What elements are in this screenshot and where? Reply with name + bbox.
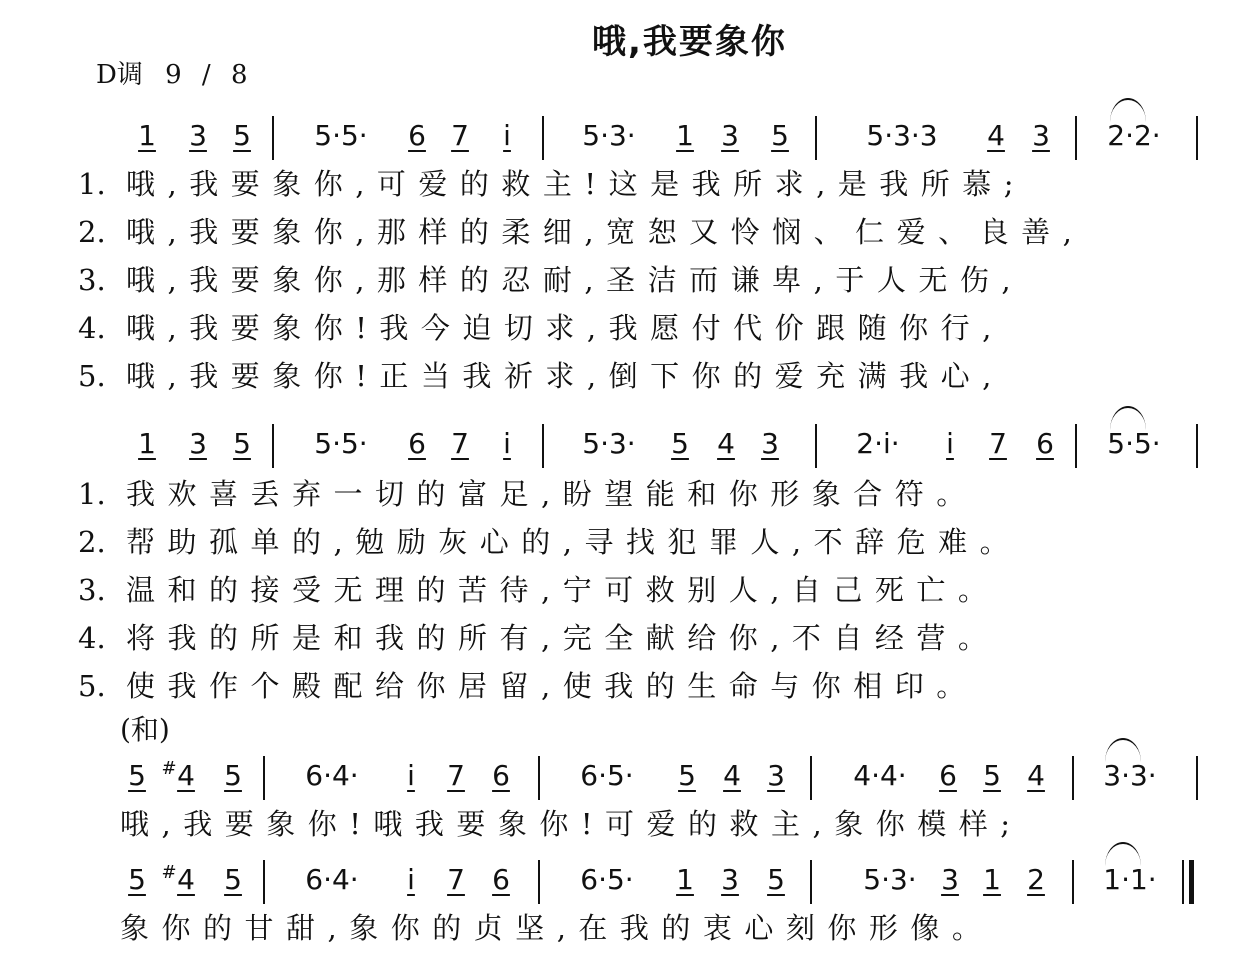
time-signature: 9 / 8 [165,60,254,90]
verse-number: 4. [78,621,106,655]
note: 3 [189,427,207,460]
note: 3 [189,119,207,152]
note: 4 [987,119,1005,152]
note: 7 [451,427,469,460]
lyric-line [120,804,1220,844]
lyric-line [78,618,1178,658]
bar-line [542,424,544,468]
note: 4 [717,427,735,460]
note: i [503,119,511,152]
verse-number: 3. [78,573,106,607]
note: 4 [723,759,741,792]
lyric-line [78,474,1178,514]
note: 5 [233,119,251,152]
bar-line [1182,860,1184,904]
lyric-line [78,212,1178,252]
lyric-text: 哦,我要象你!我今迫切求,我愿付代价跟随你行, [126,311,1004,345]
note: i [503,427,511,460]
lyric-text: 哦,我要象你,可爱的救主!这是我所求,是我所慕; [126,167,1027,201]
verse-number: 3. [78,263,106,297]
lyric-text: 我欢喜丢弃一切的富足,盼望能和你形象合符。 [126,477,978,511]
lyric-line [78,308,1178,348]
lyric-text: 使我作个殿配给你居留,使我的生命与你相印。 [126,669,978,703]
note: 1 [676,863,694,896]
lyric-line [120,908,1220,948]
lyric-line [78,260,1178,300]
note: 5·3·3 [866,119,938,152]
verse-number: 2. [78,525,106,559]
song-title: 哦,我要象你 [592,22,787,62]
bar-line [810,860,812,904]
note: 6 [408,427,426,460]
note: 5 [771,119,789,152]
verse-number: 1. [78,477,106,511]
note: 1 [676,119,694,152]
note: 1 [138,427,156,460]
bar-line [538,860,540,904]
note: 5 [678,759,696,792]
note: 5·3· [863,863,917,896]
note: 7 [989,427,1007,460]
lyric-line [78,666,1178,706]
note: 7 [451,119,469,152]
note: 6 [492,863,510,896]
note: 7 [447,863,465,896]
bar-line [1196,756,1198,800]
key-label: D调 [96,60,143,90]
verse-number: 1. [78,167,106,201]
lyric-line [78,164,1178,204]
notation-line-1 [120,116,1210,156]
bar-line [1072,756,1074,800]
note: 5·3· [582,119,636,152]
bar-line [263,756,265,800]
bar-line [542,116,544,160]
sharp-sign: # [161,862,177,883]
note: 6·4· [305,863,359,896]
verse-number: 5. [78,359,106,393]
note: 5·5· [314,427,368,460]
note: 6 [1036,427,1054,460]
note: 5·5· [314,119,368,152]
note: 5 [224,759,242,792]
lyric-line [78,356,1178,396]
lyric-line [78,570,1178,610]
note: 2·i· [856,427,900,460]
bar-line [815,116,817,160]
verse-number: 5. [78,669,106,703]
note: 5 [233,427,251,460]
note: 5·3· [582,427,636,460]
bar-line [263,860,265,904]
note: 5 [671,427,689,460]
note: 2 [1027,863,1045,896]
note: 5 [983,759,1001,792]
note: 6 [492,759,510,792]
refrain-label: (和) [120,713,170,746]
notation-line-2 [120,424,1210,464]
note: 4 [177,863,195,896]
lyric-text: 哦,我要象你!正当我祈求,倒下你的爱充满我心, [126,359,1004,393]
bar-line [272,116,274,160]
note: 4 [1027,759,1045,792]
bar-line [810,756,812,800]
note: 1·1· [1103,863,1157,896]
note: 3 [767,759,785,792]
lyric-text: 哦,我要象你!哦我要象你!可爱的救主,象你模样; [120,807,1023,841]
sharp-sign: # [161,758,177,779]
lyric-text: 温和的接受无理的苦待,宁可救别人,自己死亡。 [126,573,1000,607]
bar-line [1196,424,1198,468]
note: 3 [761,427,779,460]
note: 3 [941,863,959,896]
note: 4·4· [853,759,907,792]
bar-line [1075,424,1077,468]
notation-line-3 [120,756,1210,796]
verse-number: 4. [78,311,106,345]
note: 5 [128,863,146,896]
bar-line [1072,860,1074,904]
note: 6 [939,759,957,792]
bar-line [1075,116,1077,160]
note: 5 [767,863,785,896]
note: 1 [138,119,156,152]
bar-line [1196,116,1198,160]
note: i [407,863,415,896]
lyric-text: 将我的所是和我的所有,完全献给你,不自经营。 [126,621,1000,655]
note: 2·2· [1107,119,1161,152]
notation-line-4 [120,860,1210,900]
note: 5 [224,863,242,896]
lyric-text: 帮助孤单的,勉励灰心的,寻找犯罪人,不辞危难。 [126,525,1022,559]
lyric-text: 哦,我要象你,那样的柔细,宽恕又怜悯、仁爱、良善, [126,215,1085,249]
lyric-text: 哦,我要象你,那样的忍耐,圣洁而谦卑,于人无伤, [126,263,1024,297]
note: i [946,427,954,460]
note: 6·4· [305,759,359,792]
final-bar-line [1189,860,1194,904]
note: 6·5· [580,863,634,896]
note: 6 [408,119,426,152]
note: 1 [983,863,1001,896]
verse-number: 2. [78,215,106,249]
bar-line [538,756,540,800]
note: 4 [177,759,195,792]
note: 5 [128,759,146,792]
bar-line [815,424,817,468]
note: 3 [721,119,739,152]
note: 3 [1032,119,1050,152]
bar-line [272,424,274,468]
note: 6·5· [580,759,634,792]
lyric-text: 象你的甘甜,象你的贞坚,在我的衷心刻你形像。 [120,911,994,945]
note: 3 [721,863,739,896]
note: 3·3· [1103,759,1157,792]
note: 5·5· [1107,427,1161,460]
key-signature [96,54,254,91]
note: 7 [447,759,465,792]
lyric-line [78,522,1178,562]
note: i [407,759,415,792]
